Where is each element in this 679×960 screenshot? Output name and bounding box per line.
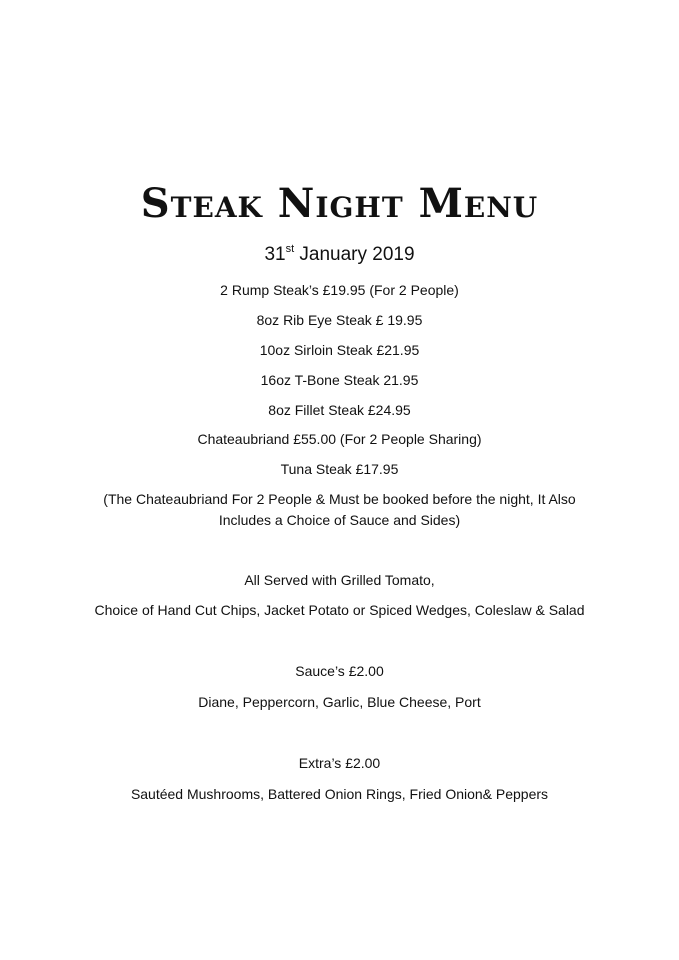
date-suffix: st bbox=[285, 243, 295, 255]
sauces-list: Diane, Peppercorn, Garlic, Blue Cheese, Port bbox=[198, 694, 481, 710]
menu-item-rib-eye: 8oz Rib Eye Steak £ 19.95 bbox=[256, 312, 423, 328]
date-rest: January 2019 bbox=[294, 244, 415, 265]
served-with-line-2: Choice of Hand Cut Chips, Jacket Potato or Spiced Wedges, Coleslaw & Salad bbox=[94, 602, 585, 618]
extras-heading: Extra’s £2.00 bbox=[298, 755, 381, 771]
menu-date bbox=[0, 243, 679, 267]
menu-item-fillet: 8oz Fillet Steak £24.95 bbox=[268, 402, 411, 418]
menu-item-tuna: Tuna Steak £17.95 bbox=[280, 461, 399, 477]
menu-item-t-bone: 16oz T-Bone Steak 21.95 bbox=[260, 372, 419, 388]
extras-list: Sautéed Mushrooms, Battered Onion Rings, Fried Onion& Peppers bbox=[130, 786, 549, 802]
sauces-heading: Sauce’s £2.00 bbox=[295, 663, 384, 679]
date-day: 31 bbox=[264, 244, 286, 265]
menu-item-chateaubriand: Chateaubriand £55.00 (For 2 People Sharing) bbox=[197, 431, 482, 447]
chateaubriand-note-line-1: (The Chateaubriand For 2 People & Must be booked before the night, It Also bbox=[103, 491, 576, 507]
menu-item-sirloin: 10oz Sirloin Steak £21.95 bbox=[259, 342, 420, 358]
menu-title: Steak Night Menu bbox=[140, 180, 539, 227]
menu-item-rump: 2 Rump Steak’s £19.95 (For 2 People) bbox=[220, 282, 459, 298]
served-with-line-1: All Served with Grilled Tomato, bbox=[244, 572, 435, 588]
chateaubriand-note-line-2: Includes a Choice of Sauce and Sides) bbox=[218, 512, 461, 528]
